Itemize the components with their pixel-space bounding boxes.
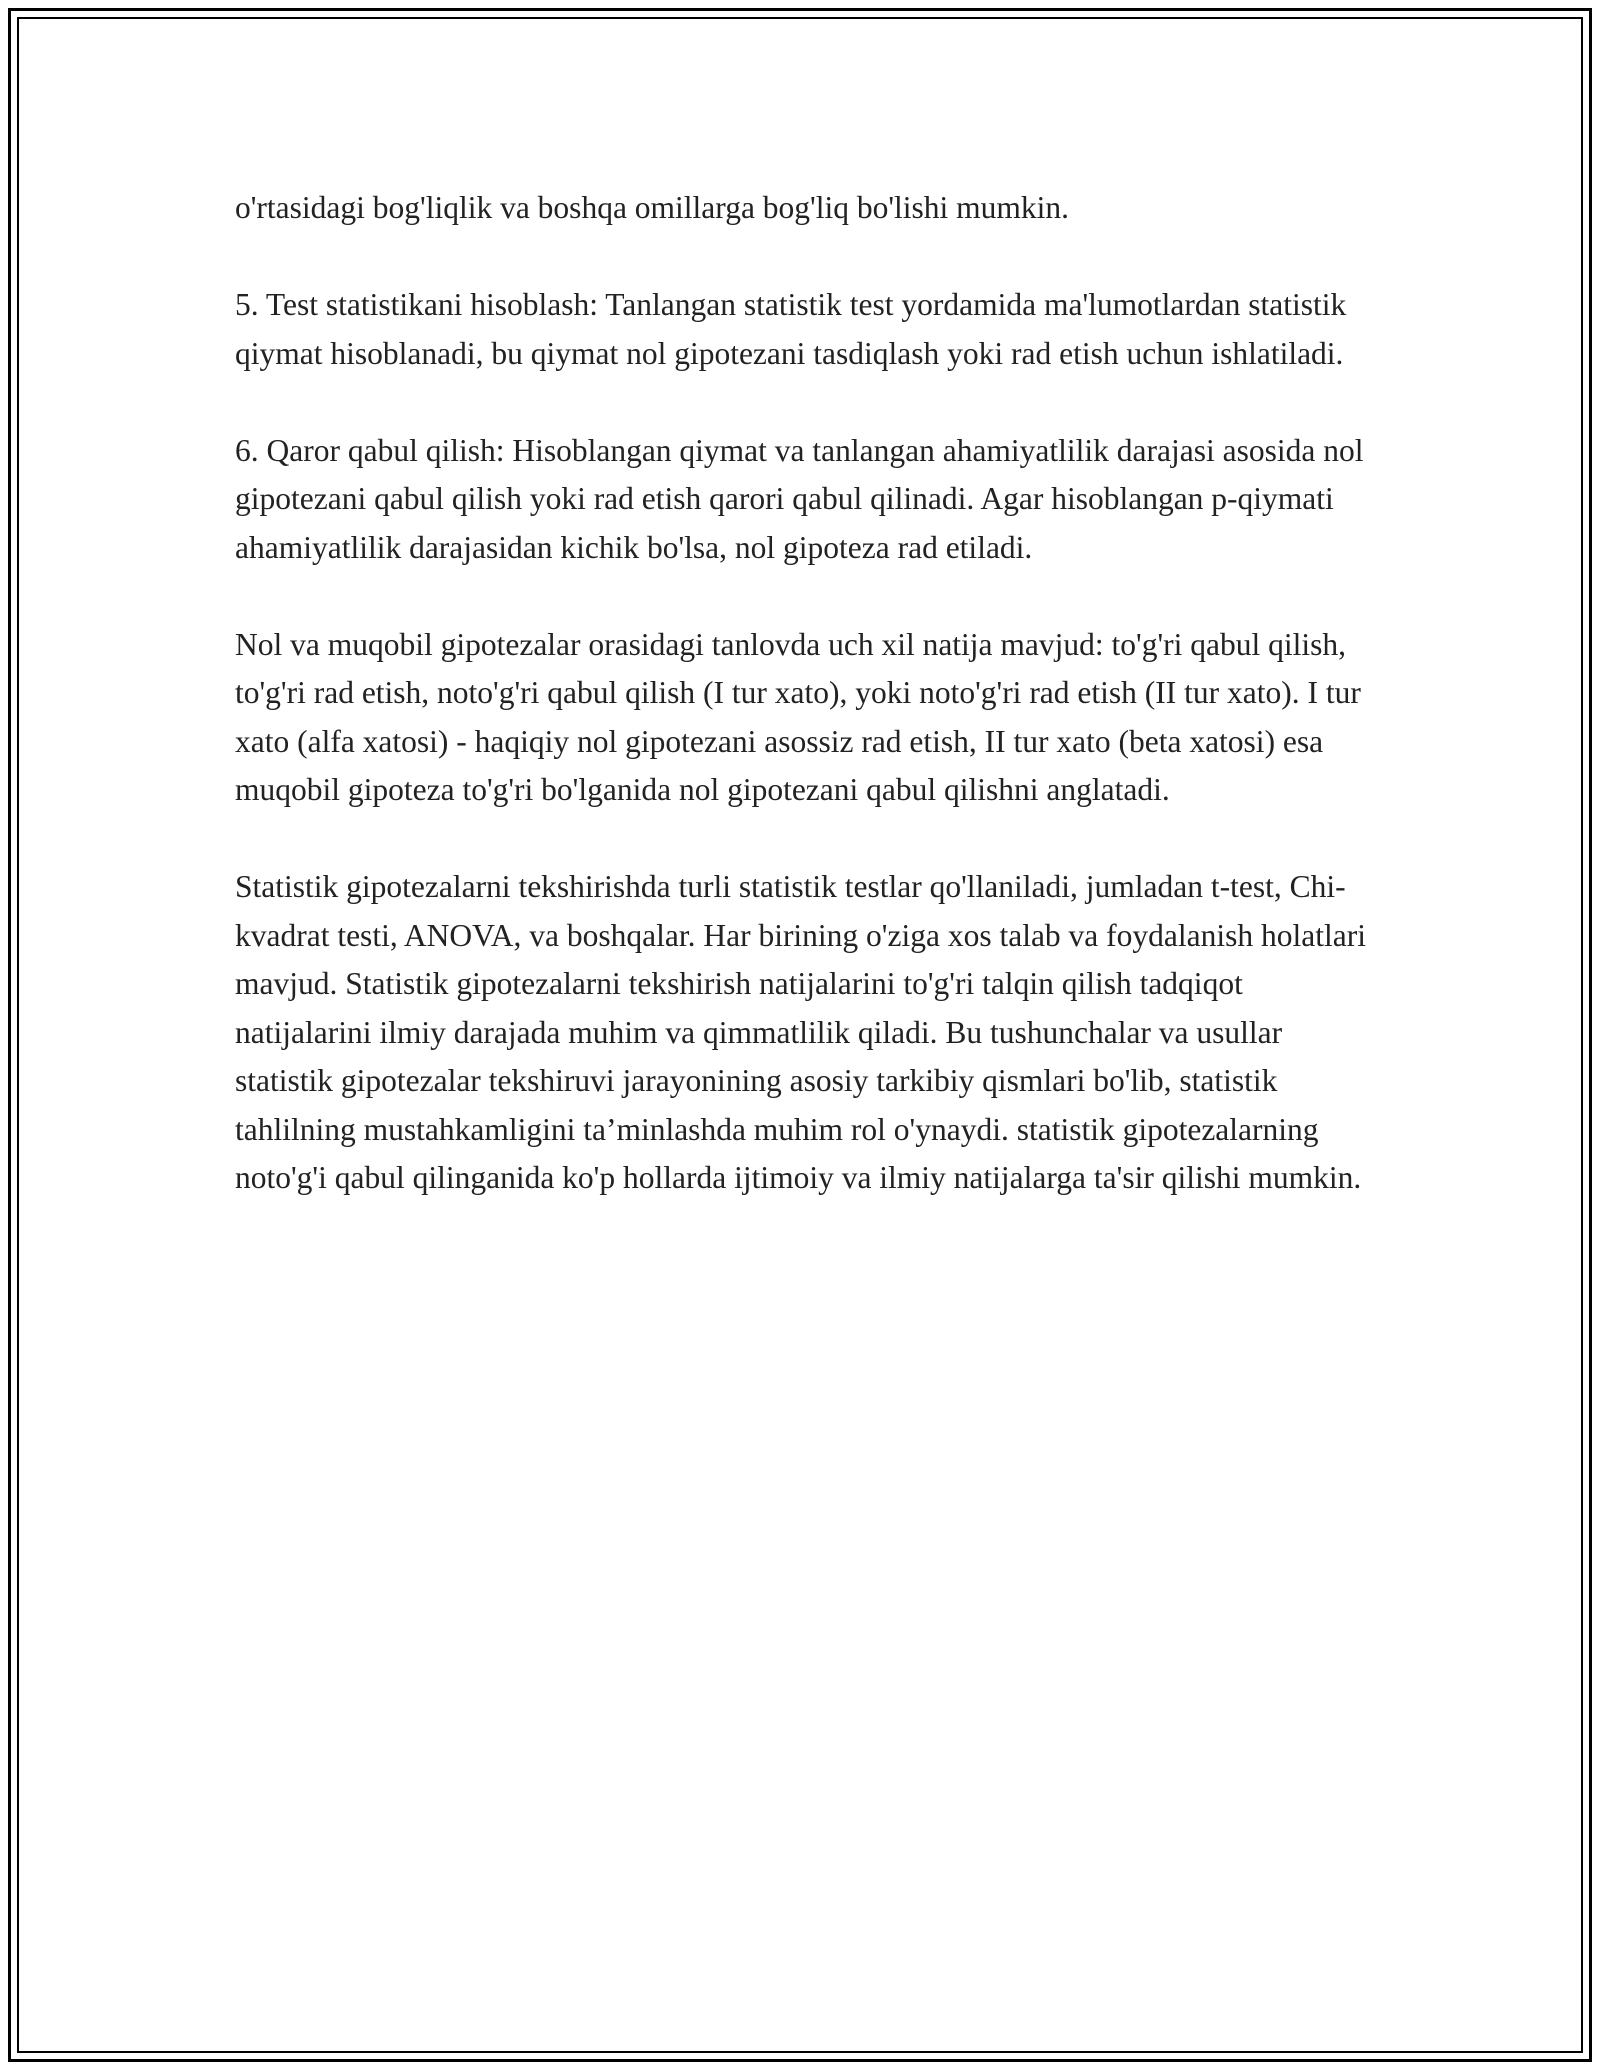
paragraph-statistical-tests: Statistik gipotezalarni tekshirishda turli statistik testlar qo'llaniladi, jumladan t-test, Chi-kvadrat testi, ANOVA, va boshqalar. Har birining o'ziga xos talab va foydalanish holatlari mavjud. Statistik gipotezalarni tekshirish natijalarini to'g'ri talqin qilish tadqiqot natijalarini ilmiy darajada muhim va qimmatlilik qiladi. Bu tushunchalar va usullar statistik gipotezalar tekshiruvi jarayonining asosiy tarkibiy qismlari bo'lib, statistik tahlilning mustahkamligini ta’minlashda muhim rol o'ynaydi. statistik gipotezalarning noto'g'i qabul qilinganida ko'p hollarda ijtimoiy va ilmiy natijalarga ta'sir qilishi mumkin. — [235, 869, 1366, 1195]
paragraph-continuation: o'rtasidagi bog'liqlik va boshqa omillarga bog'liq bo'lishi mumkin. — [235, 190, 1070, 225]
paragraph-error-types: Nol va muqobil gipotezalar orasidagi tanlovda uch xil natija mavjud: to'g'ri qabul qilish, to'g'ri rad etish, noto'g'ri qabul qilish (I tur xato), yoki noto'g'ri rad etish (II tur xato). I tur xato (alfa xatosi) - haqiqiy nol gipotezani asossiz rad etish, II tur xato (beta xatosi) esa muqobil gipoteza to'g'ri bo'lganida nol gipotezani qabul qilishni anglatadi. — [235, 626, 1361, 807]
paragraph-step-5-test-statistic: 5. Test statistikani hisoblash: Tanlangan statistik test yordamida ma'lumotlardan statistik qiymat hisoblanadi, bu qiymat nol gipotezani tasdiqlash yoki rad etish uchun ishlatiladi. — [235, 287, 1347, 371]
page-body — [235, 184, 1375, 1203]
paragraph-step-6-decision: 6. Qaror qabul qilish: Hisoblangan qiymat va tanlangan ahamiyatlilik darajasi asosida nol gipotezani qabul qilish yoki rad etish qarori qabul qilinadi. Agar hisoblangan p-qiymati ahamiyatlilik darajasidan kichik bo'lsa, nol gipoteza rad etiladi. — [235, 432, 1364, 565]
